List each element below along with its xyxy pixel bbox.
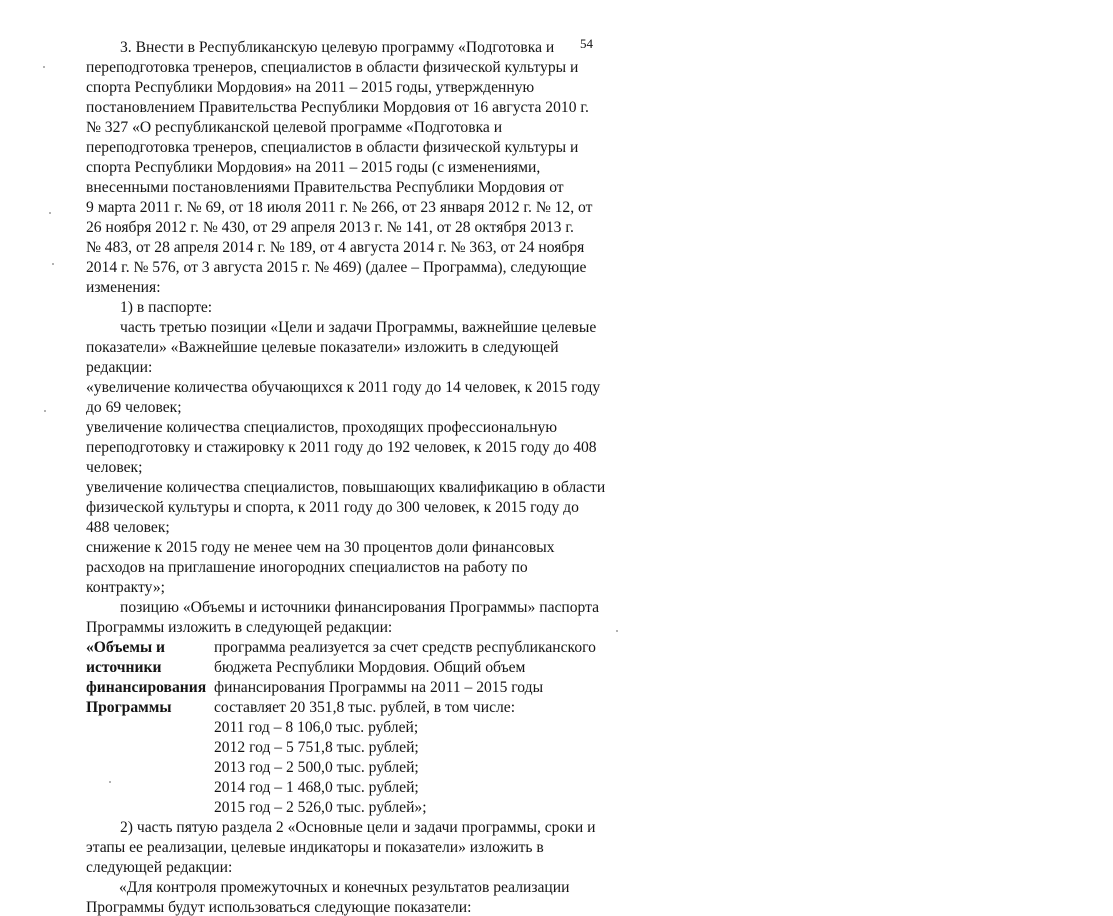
financing-text: составляет 20 351,8 тыс. рублей, в том числе: [214, 699, 516, 716]
para1-line: спорта Республики Мордовия» на 2011 – 2015 годы (с изменениями, [86, 159, 541, 176]
financing-label: Программы [86, 699, 172, 716]
para3-line: Программы изложить в следующей редакции: [86, 619, 393, 636]
indicator-line: человек; [86, 459, 143, 476]
quote-line: Программы будут использоваться следующие показатели: [86, 899, 472, 916]
indicator-line: снижение к 2015 году не менее чем на 30 процентов доли финансовых [86, 539, 555, 556]
para1-line: переподготовка тренеров, специалистов в области физической культуры и [86, 139, 579, 156]
indicator-line: до 69 человек; [86, 399, 182, 416]
scan-speck [44, 410, 46, 412]
financing-text: бюджета Республики Мордовия. Общий объем [214, 659, 526, 676]
para1-line: 2014 г. № 576, от 3 августа 2015 г. № 469) (далее – Программа), следующие [86, 259, 587, 276]
financing-label: «Объемы и [86, 639, 166, 656]
para3-line: позицию «Объемы и источники финансирования Программы» паспорта [120, 599, 600, 616]
indicator-line: переподготовку и стажировку к 2011 году до 192 человек, к 2015 году до 408 [86, 439, 597, 456]
item2-line: 2) часть пятую раздела 2 «Основные цели и задачи программы, сроки и [120, 819, 596, 836]
financing-text: финансирования Программы на 2011 – 2015 годы [214, 679, 544, 696]
para1-line: № 327 «О республиканской целевой программе «Подготовка и [86, 119, 503, 136]
scan-speck [109, 781, 111, 783]
indicator-line: физической культуры и спорта, к 2011 году до 300 человек, к 2015 году до [86, 499, 579, 516]
para2-line: показатели» «Важнейшие целевые показатели» изложить в следующей [86, 339, 559, 356]
para1-line: 9 марта 2011 г. № 69, от 18 июля 2011 г. № 266, от 23 января 2012 г. № 12, от [86, 199, 593, 216]
item1-heading: 1) в паспорте: [120, 299, 213, 316]
para1-line: спорта Республики Мордовия» на 2011 – 2015 годы, утвержденную [86, 79, 535, 96]
scan-speck [43, 66, 45, 68]
indicator-line: увеличение количества специалистов, проходящих профессиональную [86, 419, 557, 436]
scan-speck [52, 263, 54, 265]
indicator-line: контракту»; [86, 579, 165, 596]
scan-speck [616, 630, 618, 632]
para1-line: 3. Внести в Республиканскую целевую программу «Подготовка и [120, 39, 555, 56]
financing-text: программа реализуется за счет средств республиканского [214, 639, 596, 656]
indicator-line: расходов на приглашение иногородних специалистов на работу по [86, 559, 528, 576]
item2-line: этапы ее реализации, целевые индикаторы и показатели» изложить в [86, 839, 544, 856]
para1-line: постановлением Правительства Республики Мордовия от 16 августа 2010 г. [86, 99, 589, 116]
para1-line: внесенными постановлениями Правительства Республики Мордовия от [86, 179, 564, 196]
financing-year: 2012 год – 5 751,8 тыс. рублей; [214, 739, 419, 756]
financing-year: 2015 год – 2 526,0 тыс. рублей»; [214, 799, 427, 816]
financing-label: источники [86, 659, 162, 676]
para1-line: переподготовка тренеров, специалистов в области физической культуры и [86, 59, 579, 76]
indicator-line: увеличение количества специалистов, повышающих квалификацию в области [86, 479, 606, 496]
indicator-line: «увеличение количества обучающихся к 2011 году до 14 человек, к 2015 году [86, 379, 601, 396]
scan-speck [49, 212, 51, 214]
item2-line: следующей редакции: [86, 859, 233, 876]
para2-line: редакции: [86, 359, 153, 376]
indicator-line: 488 человек; [86, 519, 170, 536]
financing-label: финансирования [86, 679, 207, 696]
financing-year: 2013 год – 2 500,0 тыс. рублей; [214, 759, 419, 776]
financing-year: 2011 год – 8 106,0 тыс. рублей; [214, 719, 419, 736]
para1-line: изменения: [86, 279, 161, 296]
para2-line: часть третью позиции «Цели и задачи Программы, важнейшие целевые [120, 319, 597, 336]
financing-year: 2014 год – 1 468,0 тыс. рублей; [214, 779, 419, 796]
para1-line: 26 ноября 2012 г. № 430, от 29 апреля 2013 г. № 141, от 28 октября 2013 г. [86, 219, 574, 236]
para1-line: № 483, от 28 апреля 2014 г. № 189, от 4 августа 2014 г. № 363, от 24 ноября [86, 239, 585, 256]
quote-line: «Для контроля промежуточных и конечных результатов реализации [119, 879, 570, 896]
page-number: 54 [580, 36, 593, 51]
